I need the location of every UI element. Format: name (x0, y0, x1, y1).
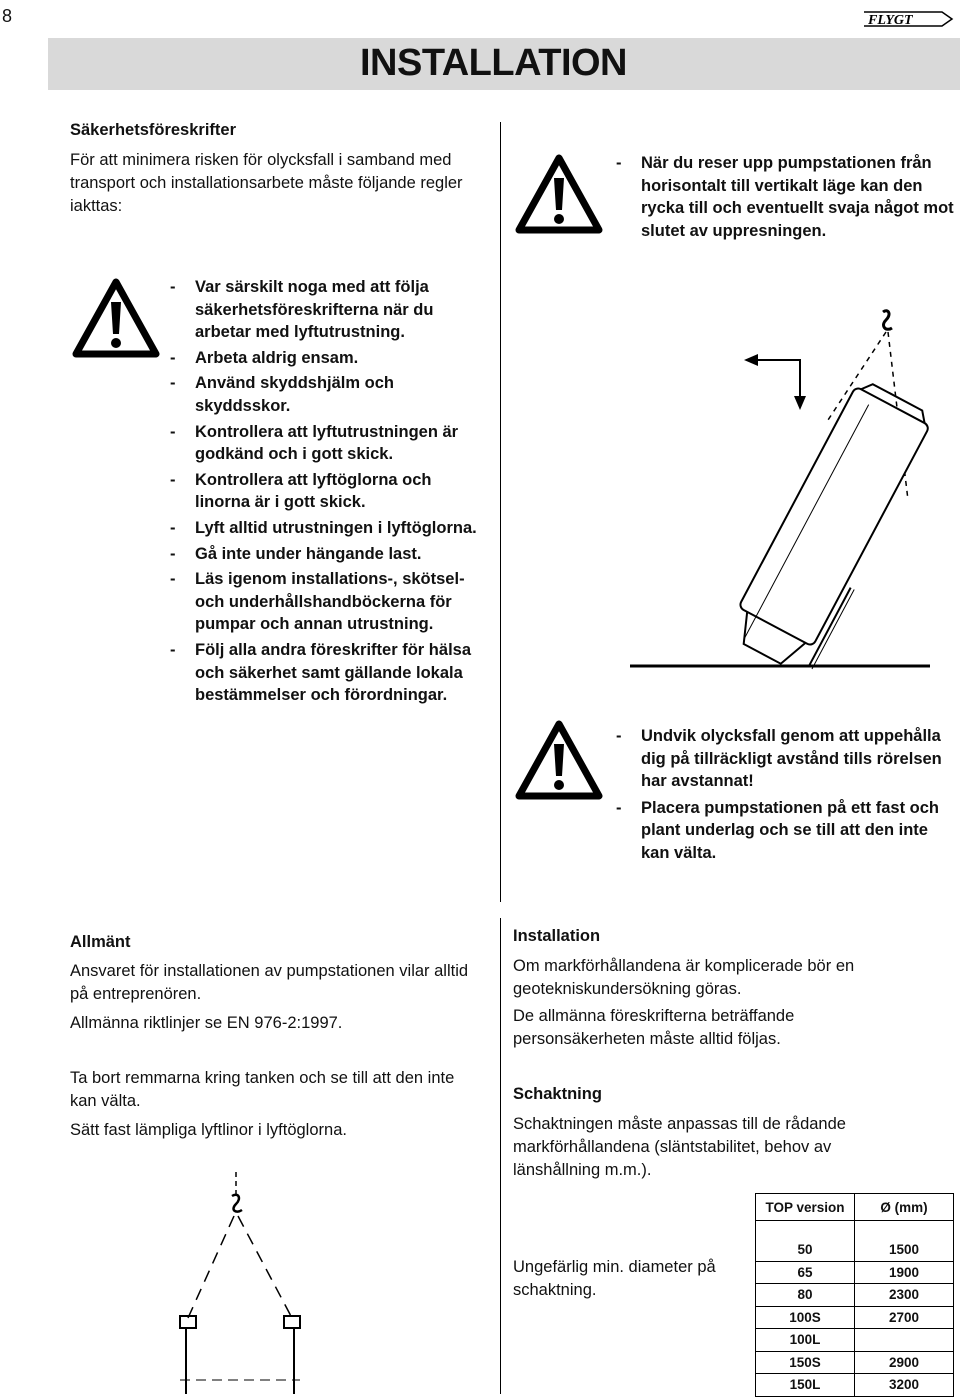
logo-text: FLYGT (868, 13, 913, 28)
tank-raising-illustration (630, 300, 940, 685)
table-header-row (756, 1194, 954, 1221)
table-row: 65 1900 (756, 1261, 954, 1284)
general-p1: Ansvaret för installationen av pumpstationen vilar alltid på entreprenören. (70, 962, 469, 1003)
table-row: 150L 3200 (756, 1374, 954, 1397)
safety-rule: - Var särskilt noga med att följa säkerhetsföreskrifterna när du arbetar med lyftutrustning. (170, 278, 434, 342)
warning-icon (513, 718, 605, 807)
page-title: INSTALLATION (360, 42, 627, 84)
safety-rule: - Följ alla andra föreskrifter för hälsa och säkerhet samt gällande lokala bestämmelser och förordningar. (170, 640, 472, 705)
excavation-text: Schaktningen måste anpassas till de rådande markförhållandena (släntstabilitet, behov av länshållning m.m.). (513, 1115, 846, 1179)
general-text (70, 960, 480, 1142)
warning-item: - Undvik olycksfall genom att uppehålla dig på tillräckligt avstånd tills rörelsen har avstannat! (616, 727, 942, 791)
safety-intro: För att minimera risken för olycksfall i samband med transport och installationsarbete måste följande regler iakttas: (70, 151, 463, 215)
safety-rule: - Använd skyddshjälm och skyddsskor. (170, 374, 394, 415)
general-p3: Ta bort remmarna kring tanken och se till att den inte kan välta. (70, 1069, 455, 1110)
installation-text (513, 955, 933, 1051)
safety-rule: - Gå inte under hängande last. (170, 544, 422, 563)
table-header-version: TOP version (756, 1194, 855, 1221)
column-divider-bottom (500, 918, 501, 1394)
flygt-logo (862, 8, 954, 30)
lifting-illustration (160, 1168, 340, 1399)
installation-p1: Om markförhållandena är komplicerade bör en geotekniskundersökning göras. (513, 957, 855, 998)
general-p4: Sätt fast lämpliga lyftlinor i lyftöglorna. (70, 1121, 347, 1139)
safety-rule: - Kontrollera att lyftutrustningen är godkänd och i gott skick. (170, 422, 459, 464)
table-header-diameter: Ø (mm) (855, 1194, 954, 1221)
diameter-note: Ungefärlig min. diameter på schaktning. (513, 1258, 716, 1299)
table-row: 50 1500 (756, 1239, 954, 1261)
safety-rule: - Läs igenom installations-, skötsel- och underhållshandböckerna för pumpar och annan utrustning. (170, 570, 465, 634)
table-row: 100S 2700 (756, 1306, 954, 1329)
title-bar (48, 38, 960, 90)
table-row: 80 2300 (756, 1284, 954, 1307)
warning-icon (513, 152, 605, 241)
safety-rules-list (170, 276, 490, 707)
excavation-heading: Schaktning (513, 1085, 602, 1103)
general-heading: Allmänt (70, 933, 131, 951)
installation-heading: Installation (513, 927, 601, 945)
safety-rule: - Arbeta aldrig ensam. (170, 348, 359, 367)
diameter-table (755, 1193, 954, 1397)
page-number: 8 (2, 6, 13, 26)
table-row: 150S 2900 (756, 1351, 954, 1374)
table-spacer-row (756, 1221, 954, 1240)
warning-icon (70, 276, 162, 365)
warning-item: - Placera pumpstationen på ett fast och plant underlag och se till att den inte kan välta. (616, 798, 939, 862)
general-p2: Allmänna riktlinjer se EN 976-2:1997. (70, 1014, 343, 1032)
raise-warning: - När du reser upp pumpstationen från horisontalt till vertikalt läge kan den rycka till och eventuellt svaja något mot slutet av uppresningen. (616, 154, 954, 240)
column-divider-top (500, 122, 501, 902)
distance-warning-list (616, 725, 956, 865)
installation-p2: De allmänna föreskrifterna beträffande personsäkerheten måste alltid följas. (513, 1007, 795, 1048)
table-row: 100L (756, 1329, 954, 1352)
safety-rule: - Lyft alltid utrustningen i lyftöglorna. (170, 518, 477, 537)
safety-heading: Säkerhetsföreskrifter (70, 121, 236, 139)
safety-rule: - Kontrollera att lyftöglorna och linorna är i gott skick. (170, 470, 432, 512)
